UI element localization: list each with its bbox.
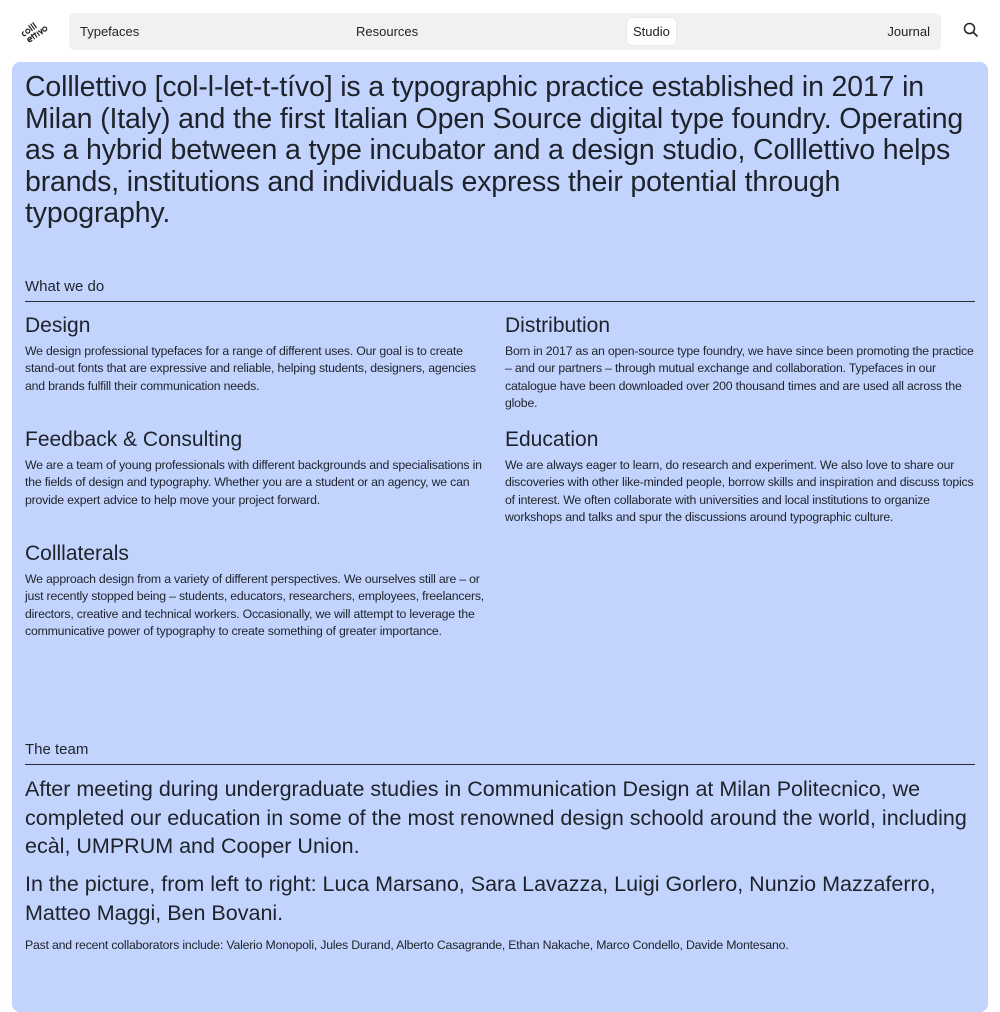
service-education	[505, 427, 975, 526]
logo-mark	[20, 16, 50, 46]
team-background-text: After meeting during undergraduate studies in Communication Design at Milan Politecnico, we completed our education in some of the most renowned design schoold around the world, including ecàl, UMPRUM and Cooper Union.	[25, 777, 967, 858]
service-description: We design professional typefaces for a range of different uses. Our goal is to create stand-out fonts that are expressive and reliable, helping students, designers, agencies and brands fulfill their communication needs.	[25, 344, 476, 393]
team-picture-caption: In the picture, from left to right: Luca Marsano, Sara Lavazza, Luigi Gorlero, Nunzio Mazzaferro, Matteo Maggi, Ben Bovani.	[25, 872, 936, 925]
service-distribution	[505, 313, 975, 412]
service-title: Distribution	[505, 314, 611, 337]
service-title: Design	[25, 314, 91, 337]
intro-statement: Colllettivo [col-l-let-t-tívo] is a typographic practice established in 2017 in Milan (Italy) and the first Italian Open Source digital type foundry. Operating as a hybrid between a type incubator and a design studio, Colllettivo helps brands, institutions and individuals express their potential through typography.	[25, 71, 964, 229]
service-title: Colllaterals	[25, 542, 129, 565]
service-design	[25, 313, 495, 395]
nav-item-studio[interactable]: Studio	[627, 18, 676, 45]
service-feedback-consulting	[25, 427, 495, 509]
nav-item-resources[interactable]: Resources	[356, 24, 419, 39]
section-title-what-we-do: What we do	[25, 277, 975, 302]
site-header	[0, 0, 1000, 62]
nav-item-journal[interactable]: Journal	[887, 24, 930, 39]
studio-panel	[12, 62, 988, 1012]
search-icon	[961, 20, 981, 40]
section-title-the-team: The team	[25, 740, 975, 765]
service-description: We are always eager to learn, do research and experiment. We also love to share our discoveries with other like-minded people, borrow skills and inspiration and discuss topics of interest. We often collaborate with universities and local institutions to organize workshops and talks and spur the discussions around typographic culture.	[505, 458, 974, 524]
service-description: Born in 2017 as an open-source type foundry, we have since been promoting the practice – and our partners – through mutual exchange and collaboration. Typefaces in our catalogue have been downloaded over 200 thousand times and are used all across the globe.	[505, 344, 974, 410]
service-colllaterals	[25, 541, 495, 640]
service-title: Education	[505, 428, 599, 451]
service-title: Feedback & Consulting	[25, 428, 243, 451]
collaborators-text: Past and recent collaborators include: Valerio Monopoli, Jules Durand, Alberto Casagrande, Ethan Nakache, Marco Condello, Davide Montesano.	[25, 938, 789, 952]
search-button[interactable]	[961, 20, 981, 40]
service-description: We are a team of young professionals with different backgrounds and specialisations in the fields of design and typography. Whether you are a student or an agency, we can provide expert advice to help move your project forward.	[25, 458, 482, 507]
colllettivo-logo[interactable]	[19, 15, 51, 47]
main-nav	[69, 13, 941, 50]
service-description: We approach design from a variety of different perspectives. We ourselves still are – or just recently stopped being – students, educators, researchers, employees, freelancers, directors, creative and technical workers. Occasionally, we will attempt to leverage the communicative power of typography to create something of greater importance.	[25, 572, 485, 638]
nav-item-typefaces[interactable]: Typefaces	[80, 24, 140, 39]
